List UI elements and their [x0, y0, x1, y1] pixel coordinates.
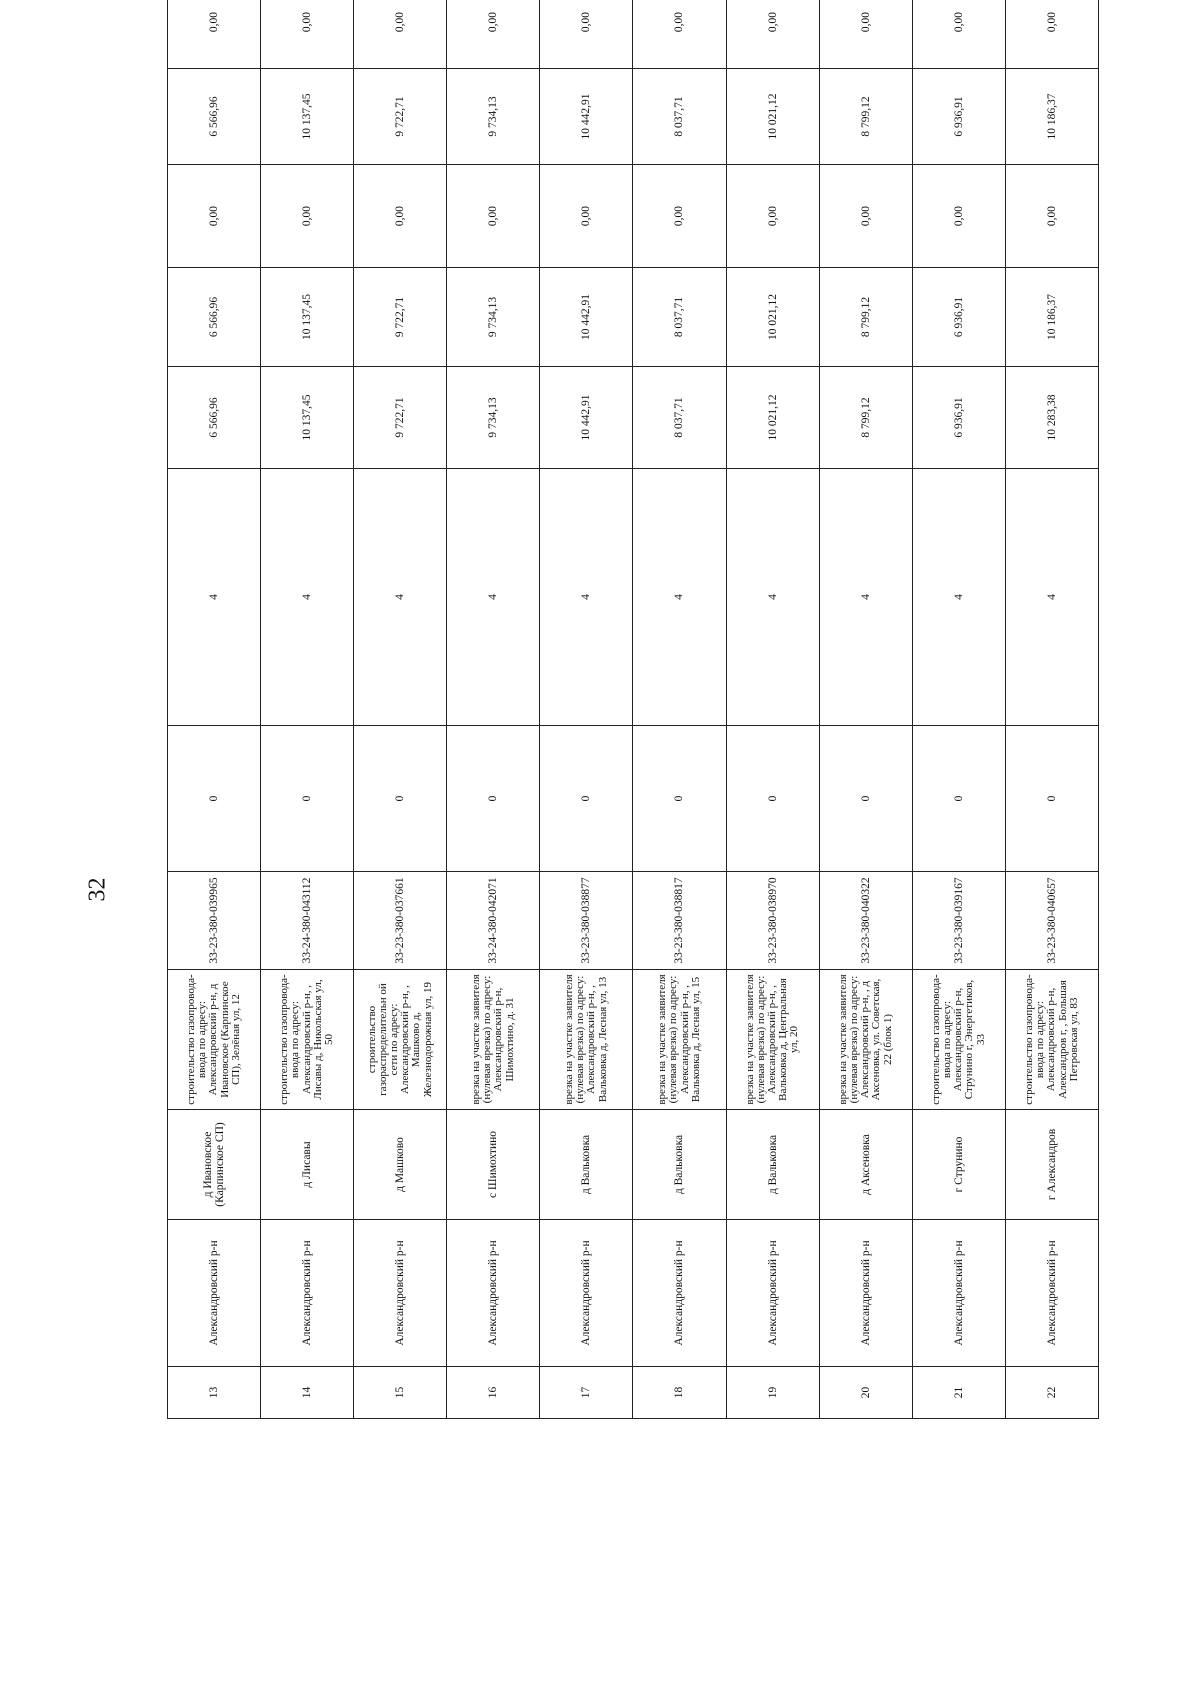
settlement-cell: г Струнино	[912, 1110, 1005, 1220]
value-11-cell: 9 722,71	[354, 69, 447, 165]
page-number: 32	[84, 877, 111, 902]
code-cell: 33-23-380-037661	[354, 872, 447, 970]
district-cell: Александровский р-н	[261, 1220, 354, 1367]
value-11-cell: 8 037,71	[633, 69, 726, 165]
value-10-cell: 0,00	[726, 165, 819, 268]
value-12-cell: 0,00	[819, 0, 912, 69]
table-row	[540, 0, 633, 1419]
table-row	[447, 0, 540, 1419]
value-10-cell: 0,00	[1005, 165, 1098, 268]
code-cell: 33-23-380-039965	[168, 872, 261, 970]
value-9-cell: 10 186,37	[1005, 268, 1098, 367]
value-7-cell: 4	[447, 469, 540, 726]
value-7-cell: 4	[912, 469, 1005, 726]
settlement-cell: д Ивановское (Карпинское СП)	[168, 1110, 261, 1220]
value-8-cell: 6 566,96	[168, 367, 261, 469]
settlement-cell: д Аксеновка	[819, 1110, 912, 1220]
district-cell: Александровский р-н	[540, 1220, 633, 1367]
table-body	[168, 0, 1099, 1419]
table-row	[726, 0, 819, 1419]
value-11-cell: 6 936,91	[912, 69, 1005, 165]
district-cell: Александровский р-н	[168, 1220, 261, 1367]
value-7-cell: 4	[633, 469, 726, 726]
value-7-cell: 4	[1005, 469, 1098, 726]
settlement-cell: г Александров	[1005, 1110, 1098, 1220]
value-10-cell: 0,00	[261, 165, 354, 268]
value-6-cell: 0	[1005, 726, 1098, 872]
data-table	[167, 0, 1099, 1419]
table-row	[912, 0, 1005, 1419]
row-number: 19	[726, 1367, 819, 1419]
value-8-cell: 10 137,45	[261, 367, 354, 469]
settlement-cell: с Шимохтино	[447, 1110, 540, 1220]
code-cell: 33-23-380-040322	[819, 872, 912, 970]
value-10-cell: 0,00	[168, 165, 261, 268]
value-6-cell: 0	[726, 726, 819, 872]
description-cell: строительство газопровода-ввода по адресу: Александровский р-н, Струнино г, Энергетиков, 33	[912, 970, 1005, 1110]
value-9-cell: 10 137,45	[261, 268, 354, 367]
value-7-cell: 4	[261, 469, 354, 726]
value-8-cell: 6 936,91	[912, 367, 1005, 469]
row-number: 21	[912, 1367, 1005, 1419]
value-8-cell: 10 021,12	[726, 367, 819, 469]
settlement-cell: д Вальковка	[726, 1110, 819, 1220]
value-11-cell: 8 799,12	[819, 69, 912, 165]
value-10-cell: 0,00	[819, 165, 912, 268]
table-row	[819, 0, 912, 1419]
value-8-cell: 10 442,91	[540, 367, 633, 469]
value-12-cell: 0,00	[726, 0, 819, 69]
table-row	[1005, 0, 1098, 1419]
value-9-cell: 9 722,71	[354, 268, 447, 367]
row-number: 20	[819, 1367, 912, 1419]
value-8-cell: 9 734,13	[447, 367, 540, 469]
value-7-cell: 4	[726, 469, 819, 726]
value-6-cell: 0	[633, 726, 726, 872]
value-12-cell: 0,00	[912, 0, 1005, 69]
description-cell: строительство газораспределительн ой сети по адресу: Александровский р-н, , Машково д, Железнодорожная ул, 19	[354, 970, 447, 1110]
value-12-cell: 0,00	[1005, 0, 1098, 69]
value-10-cell: 0,00	[633, 165, 726, 268]
district-cell: Александровский р-н	[726, 1220, 819, 1367]
value-6-cell: 0	[168, 726, 261, 872]
description-cell: врезка на участке заявителя (нулевая врезка) по адресу: Александровский р-н, , Вальковка д, Лесная ул, 15	[633, 970, 726, 1110]
code-cell: 33-23-380-038817	[633, 872, 726, 970]
description-cell: врезка на участке заявителя (нулевая врезка) по адресу: Александровский р-н, , Вальковка д, Лесная ул, 13	[540, 970, 633, 1110]
value-12-cell: 0,00	[540, 0, 633, 69]
value-8-cell: 8 799,12	[819, 367, 912, 469]
value-7-cell: 4	[168, 469, 261, 726]
value-9-cell: 9 734,13	[447, 268, 540, 367]
settlement-cell: д Вальковка	[540, 1110, 633, 1220]
description-cell: строительство газопровода-ввода по адресу: Александровский р-н, Александров г, , Большая Петровская ул, 83	[1005, 970, 1098, 1110]
rotated-table-wrapper	[167, 11, 1099, 1419]
value-9-cell: 10 442,91	[540, 268, 633, 367]
description-cell: врезка на участке заявителя (нулевая врезка) по адресу: Александровский р-н, , Вальковка д, Центральная ул, 20	[726, 970, 819, 1110]
row-number: 22	[1005, 1367, 1098, 1419]
description-cell: врезка на участке заявителя (нулевая врезка) по адресу: Александровский р-н, Шимохтино, д. 31	[447, 970, 540, 1110]
row-number: 14	[261, 1367, 354, 1419]
value-6-cell: 0	[819, 726, 912, 872]
table-row	[354, 0, 447, 1419]
code-cell: 33-23-380-040657	[1005, 872, 1098, 970]
district-cell: Александровский р-н	[354, 1220, 447, 1367]
district-cell: Александровский р-н	[447, 1220, 540, 1367]
code-cell: 33-24-380-043112	[261, 872, 354, 970]
value-10-cell: 0,00	[912, 165, 1005, 268]
value-7-cell: 4	[354, 469, 447, 726]
value-10-cell: 0,00	[447, 165, 540, 268]
description-cell: врезка на участке заявителя (нулевая врезка) по адресу: Александровский р-н, , д Аксеновка, ул. Советская, 22 (блок 1)	[819, 970, 912, 1110]
value-12-cell: 0,00	[633, 0, 726, 69]
value-8-cell: 9 722,71	[354, 367, 447, 469]
table-row	[633, 0, 726, 1419]
value-7-cell: 4	[540, 469, 633, 726]
value-9-cell: 6 566,96	[168, 268, 261, 367]
value-8-cell: 8 037,71	[633, 367, 726, 469]
district-cell: Александровский р-н	[819, 1220, 912, 1367]
value-10-cell: 0,00	[540, 165, 633, 268]
value-12-cell: 0,00	[261, 0, 354, 69]
value-12-cell: 0,00	[447, 0, 540, 69]
code-cell: 33-23-380-038877	[540, 872, 633, 970]
district-cell: Александровский р-н	[1005, 1220, 1098, 1367]
value-11-cell: 9 734,13	[447, 69, 540, 165]
value-11-cell: 10 137,45	[261, 69, 354, 165]
value-11-cell: 6 566,96	[168, 69, 261, 165]
code-cell: 33-23-380-038970	[726, 872, 819, 970]
row-number: 16	[447, 1367, 540, 1419]
row-number: 13	[168, 1367, 261, 1419]
scan-area	[167, 11, 1099, 1419]
row-number: 17	[540, 1367, 633, 1419]
value-6-cell: 0	[261, 726, 354, 872]
value-11-cell: 10 021,12	[726, 69, 819, 165]
code-cell: 33-24-380-042071	[447, 872, 540, 970]
table-row	[168, 0, 261, 1419]
value-9-cell: 6 936,91	[912, 268, 1005, 367]
value-6-cell: 0	[912, 726, 1005, 872]
value-10-cell: 0,00	[354, 165, 447, 268]
value-11-cell: 10 186,37	[1005, 69, 1098, 165]
district-cell: Александровский р-н	[633, 1220, 726, 1367]
value-9-cell: 8 799,12	[819, 268, 912, 367]
value-8-cell: 10 283,38	[1005, 367, 1098, 469]
value-9-cell: 10 021,12	[726, 268, 819, 367]
value-9-cell: 8 037,71	[633, 268, 726, 367]
value-7-cell: 4	[819, 469, 912, 726]
value-6-cell: 0	[540, 726, 633, 872]
code-cell: 33-23-380-039167	[912, 872, 1005, 970]
row-number: 18	[633, 1367, 726, 1419]
value-6-cell: 0	[354, 726, 447, 872]
value-11-cell: 10 442,91	[540, 69, 633, 165]
table-row	[261, 0, 354, 1419]
row-number: 15	[354, 1367, 447, 1419]
settlement-cell: д Вальковка	[633, 1110, 726, 1220]
value-12-cell: 0,00	[354, 0, 447, 69]
settlement-cell: д Лисавы	[261, 1110, 354, 1220]
value-12-cell: 0,00	[168, 0, 261, 69]
settlement-cell: д Машково	[354, 1110, 447, 1220]
description-cell: строительство газопровода-ввода по адресу: Александровский р-н, д Ивановское (Карпинское СП), Зелёная ул, 12	[168, 970, 261, 1110]
district-cell: Александровский р-н	[912, 1220, 1005, 1367]
description-cell: строительство газопровода-ввода по адресу: Александровский р-н, , Лисавы д, Никольская ул, 50	[261, 970, 354, 1110]
value-6-cell: 0	[447, 726, 540, 872]
